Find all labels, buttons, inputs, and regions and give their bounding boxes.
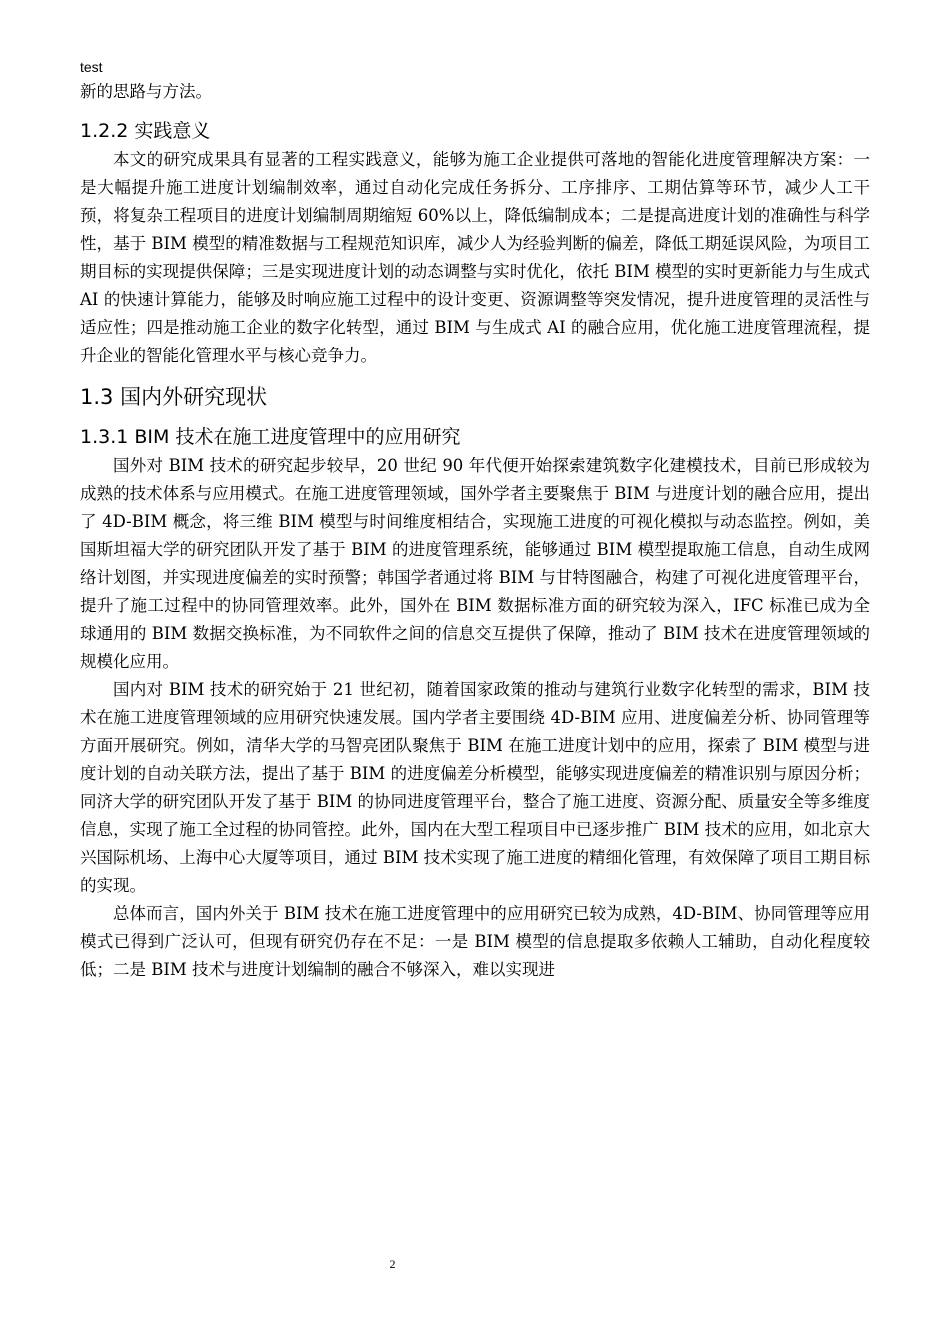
paragraph-continuation: 新的思路与方法。 [80, 82, 212, 101]
page-header-label: test [80, 59, 103, 75]
paragraph-foreign-research: 国外对 BIM 技术的研究起步较早，20 世纪 90 年代便开始探索建筑数字化建模技术，目前已形成较为成熟的技术体系与应用模式。在施工进度管理领域，国外学者主要聚焦于 BIM 与进度计划的融合应用，提出了 4D-BIM 概念，将三维 BIM 模型与时间维度相结合，实现施工进度的可视化模拟与动态监控。例如，美国斯坦福大学的研究团队开发了基于 BIM 的进度管理系统，能够通过 BIM 模型提取施工信息，自动生成网络计划图，并实现进度偏差的实时预警；韩国学者通过将 BIM 与甘特图融合，构建了可视化进度管理平台，提升了施工过程中的协同管理效率。此外，国外在 BIM 数据标准方面的研究较为深入，IFC 标准已成为全球通用的 BIM 数据交换标准，为不同软件之间的信息交互提供了保障，推动了 BIM 技术在进度管理领域的规模化应用。 [80, 456, 870, 671]
paragraph-summary: 总体而言，国内外关于 BIM 技术在施工进度管理中的应用研究已较为成熟，4D-BIM、协同管理等应用模式已得到广泛认可，但现有研究仍存在不足：一是 BIM 模型的信息提取多依赖人工辅助，自动化程度较低；二是 BIM 技术与进度计划编制的融合不够深入，难以实现进 [80, 904, 870, 979]
paragraph-domestic-research: 国内对 BIM 技术的研究始于 21 世纪初，随着国家政策的推动与建筑行业数字化转型的需求，BIM 技术在施工进度管理领域的应用研究快速发展。国内学者主要围绕 4D-BIM 应用、进度偏差分析、协同管理等方面开展研究。例如，清华大学的马智亮团队聚焦于 BIM 在施工进度计划中的应用，探索了 BIM 模型与进度计划的自动关联方法，提出了基于 BIM 的进度偏差分析模型，能够实现进度偏差的精准识别与原因分析；同济大学的研究团队开发了基于 BIM 的协同进度管理平台，整合了施工进度、资源分配、质量安全等多维度信息，实现了施工全过程的协同管控。此外，国内在大型工程项目中已逐步推广 BIM 技术的应用，如北京大兴国际机场、上海中心大厦等项目，通过 BIM 技术实现了施工进度的精细化管理，有效保障了项目工期目标的实现。 [80, 680, 870, 895]
paragraph-practical-significance: 本文的研究成果具有显著的工程实践意义，能够为施工企业提供可落地的智能化进度管理解决方案：一是大幅提升施工进度计划编制效率，通过自动化完成任务拆分、工序排序、工期估算等环节，减少人工干预，将复杂工程项目的进度计划编制周期缩短 60%以上，降低编制成本；二是提高进度计划的准确性与科学性，基于 BIM 模型的精准数据与工程规范知识库，减少人为经验判断的偏差，降低工期延误风险，为项目工期目标的实现提供保障；三是实现进度计划的动态调整与实时优化，依托 BIM 模型的实时更新能力与生成式 AI 的快速计算能力，能够及时响应施工过程中的设计变更、资源调整等突发情况，提升进度管理的灵活性与适应性；四是推动施工企业的数字化转型，通过 BIM 与生成式 AI 的融合应用，优化施工进度管理流程，提升企业的智能化管理水平与核心竞争力。 [80, 150, 870, 365]
page-content [80, 78, 870, 984]
heading-1-3: 1.3 国内外研究现状 [80, 385, 268, 409]
heading-1-3-1: 1.3.1 BIM 技术在施工进度管理中的应用研究 [80, 426, 461, 448]
page-number: 2 [389, 1257, 396, 1271]
heading-1-2-2: 1.2.2 实践意义 [80, 120, 211, 142]
